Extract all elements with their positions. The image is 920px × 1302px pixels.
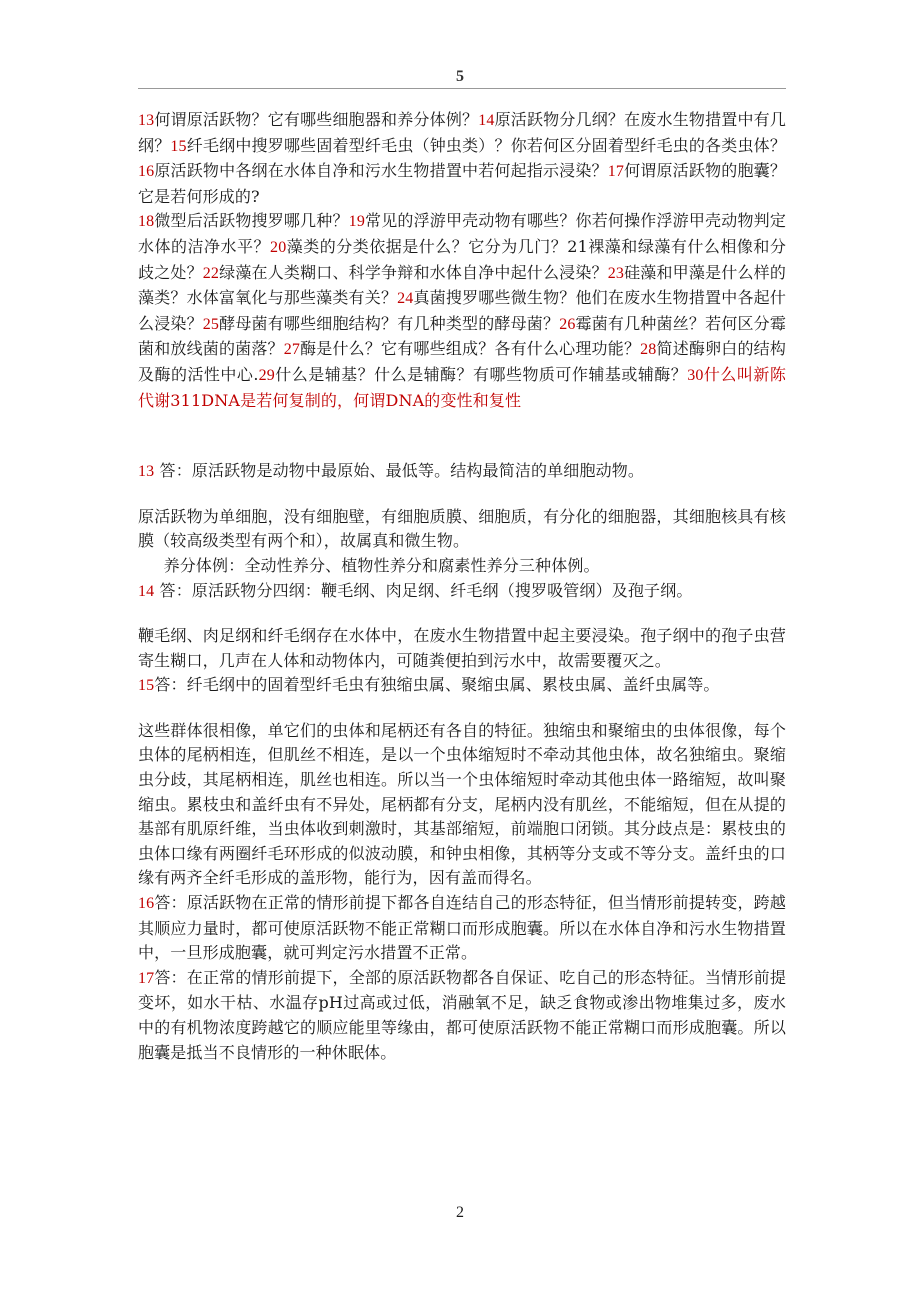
paragraph-gap — [138, 485, 786, 505]
section-gap — [138, 413, 786, 459]
answer-14-number: 14 — [138, 582, 155, 600]
header-rule — [138, 88, 786, 89]
question-text: 什么叫新陈代谢311DNA是若何复制的，何谓DNA的变性和复性 — [138, 364, 786, 410]
question-number: 23 — [607, 264, 625, 282]
answer-16-number: 16 — [138, 895, 155, 913]
answer-13 — [138, 459, 786, 485]
header-page-label: 5 — [456, 68, 464, 85]
question-number: 25 — [202, 315, 220, 333]
answer-13-body: 原活跃物为单细胞，没有细胞壁，有细胞质膜、细胞质，有分化的细胞器，其细胞核具有核膜（较高级类型有两个和），故属真和微生物。 — [138, 506, 786, 551]
answer-13-nutrition: 养分体例：全动性养分、植物性养分和腐素性养分三种体例。 — [163, 555, 600, 575]
answer-15 — [138, 673, 786, 699]
question-text: 何谓原活跃物的胞囊？它是若何形成的? — [138, 161, 786, 206]
answer-16-text: 答：原活跃物在正常的情形前提下都各自连结自己的形态特征，但当情形前提转变，跨越其顺应力量时，都可使原活跃物不能正常糊口而形成胞囊。所以在水体自净和污水生物措置中，一旦形成胞囊，就可判定污水措置不正常。 — [138, 893, 786, 963]
questions-paragraph-1 — [138, 108, 786, 209]
question-number: 26 — [559, 315, 576, 333]
question-number: 15 — [170, 137, 187, 155]
answer-15-number: 15 — [138, 677, 155, 695]
question-number: 29 — [258, 366, 275, 384]
question-text: 简述酶卵白的结构及酶的活性中心. — [138, 339, 786, 384]
question-number: 19 — [348, 213, 365, 231]
answer-14 — [138, 579, 786, 605]
question-number: 27 — [283, 341, 301, 359]
question-text: 硅藻和甲藻是什么样的藻类？水体富氧化与那些藻类有关？ — [138, 262, 786, 308]
question-text: 酶是什么？它有哪些组成？各有什么心理功能？ — [300, 339, 641, 359]
question-text: 原活跃物分几纲？在废水生物措置中有几纲？ — [138, 110, 786, 155]
question-number: 30 — [687, 366, 704, 384]
question-text: 霉菌有几种菌丝？若何区分霉菌和放线菌的菌落？ — [138, 313, 787, 359]
document-body — [138, 108, 786, 1065]
question-number: 13 — [138, 112, 155, 129]
question-text: 绿藻在人类糊口、科学争辩和水体自净中起什么浸染？ — [219, 262, 608, 282]
question-text: 何谓原活跃物？它有哪些细胞器和养分体例？ — [154, 110, 479, 129]
question-number: 28 — [640, 341, 657, 359]
question-text: 微型后活跃物搜罗哪几种？ — [154, 211, 349, 231]
answer-17 — [138, 966, 786, 1065]
question-number: 16 — [138, 163, 155, 181]
question-text: 常见的浮游甲壳动物有哪些？你若何操作浮游甲壳动物判定水体的洁净水平？ — [138, 211, 786, 256]
paragraph-gap — [138, 604, 786, 624]
answer-16 — [138, 891, 786, 966]
question-number: 22 — [202, 264, 220, 282]
answer-14-body: 鞭毛纲、肉足纲和纤毛纲存在水体中，在废水生物措置中起主要浸染。孢子纲中的孢子虫营寄生糊口，几声在人体和动物体内，可随粪便拍到污水中，故需要覆灭之。 — [138, 626, 786, 670]
question-number: 20 — [270, 238, 287, 256]
answer-17-number: 17 — [138, 969, 155, 987]
question-number: 18 — [138, 213, 155, 231]
question-number: 17 — [607, 163, 625, 181]
question-number: 14 — [478, 112, 495, 129]
question-text: 真菌搜罗哪些微生物？他们在废水生物措置中各起什么浸染？ — [138, 288, 786, 333]
answer-13-number: 13 — [138, 463, 155, 481]
answer-15-text: 答：纤毛纲中的固着型纤毛虫有独缩虫属、聚缩虫属、累枝虫属、盖纤虫属等。 — [154, 675, 720, 695]
question-text: 什么是辅基？什么是辅酶？有哪些物质可作辅基或辅酶？ — [274, 364, 688, 384]
questions-paragraph-2 — [138, 209, 786, 413]
answer-15-body: 这些群体很相像，单它们的虫体和尾柄还有各自的特征。独缩虫和聚缩虫的虫体很像，每个虫体的尾柄相连，但肌丝不相连，是以一个虫体缩短时不牵动其他虫体，故名独缩虫。聚缩虫分歧，其尾柄相连，肌丝也相连。所以当一个虫体缩短时牵动其他虫体一路缩短，故叫聚缩虫。累枝虫和盖纤虫有不异处，尾柄都有分支，尾柄内没有肌丝，不能缩短，但在从提的基部有肌原纤维，当虫体收到刺激时，其基部缩短，前端胞口闭锁。其分歧点是：累枝虫的虫体口缘有两圈纤毛环形成的似波动膜，和钟虫相像，其柄等分支或不等分支。盖纤虫的口缘有两齐全纤毛形成的盖形物，能行为，因有盖而得名。 — [138, 720, 786, 888]
question-text: 纤毛纲中搜罗哪些固着型纤毛虫（钟虫类）？你若何区分固着型纤毛虫的各类虫体？ — [186, 135, 786, 155]
answer-13-text: 答：原活跃物是动物中最原始、最低等。结构最简洁的单细胞动物。 — [154, 461, 645, 481]
footer-page-number: 2 — [456, 1204, 464, 1221]
answer-17-text: 答：在正常的情形前提下，全部的原活跃物都各自保证、吃自己的形态特征。当情形前提变坏，如水干枯、水温存pH过高或过低，消融氧不足，缺乏食物或渗出物堆集过多，废水中的有机物浓度跨越它的顺应能里等缘由，都可使原活跃物不能正常糊口而形成胞囊。所以胞囊是抵当不良情形的一种休眠体。 — [138, 967, 786, 1062]
question-number: 24 — [397, 290, 414, 308]
question-text: 酵母菌有哪些细胞结构？有几种类型的酵母菌？ — [219, 313, 560, 333]
question-text: 藻类的分类依据是什么？它分为几门？21裸藻和绿藻有什么相像和分歧之处？ — [138, 236, 787, 282]
answer-14-text: 答：原活跃物分四纲：鞭毛纲、肉足纲、纤毛纲（搜罗吸管纲）及孢子纲。 — [154, 580, 693, 600]
question-text: 原活跃物中各纲在水体自净和污水生物措置中若何起指示浸染？ — [154, 161, 608, 181]
paragraph-gap — [138, 699, 786, 719]
